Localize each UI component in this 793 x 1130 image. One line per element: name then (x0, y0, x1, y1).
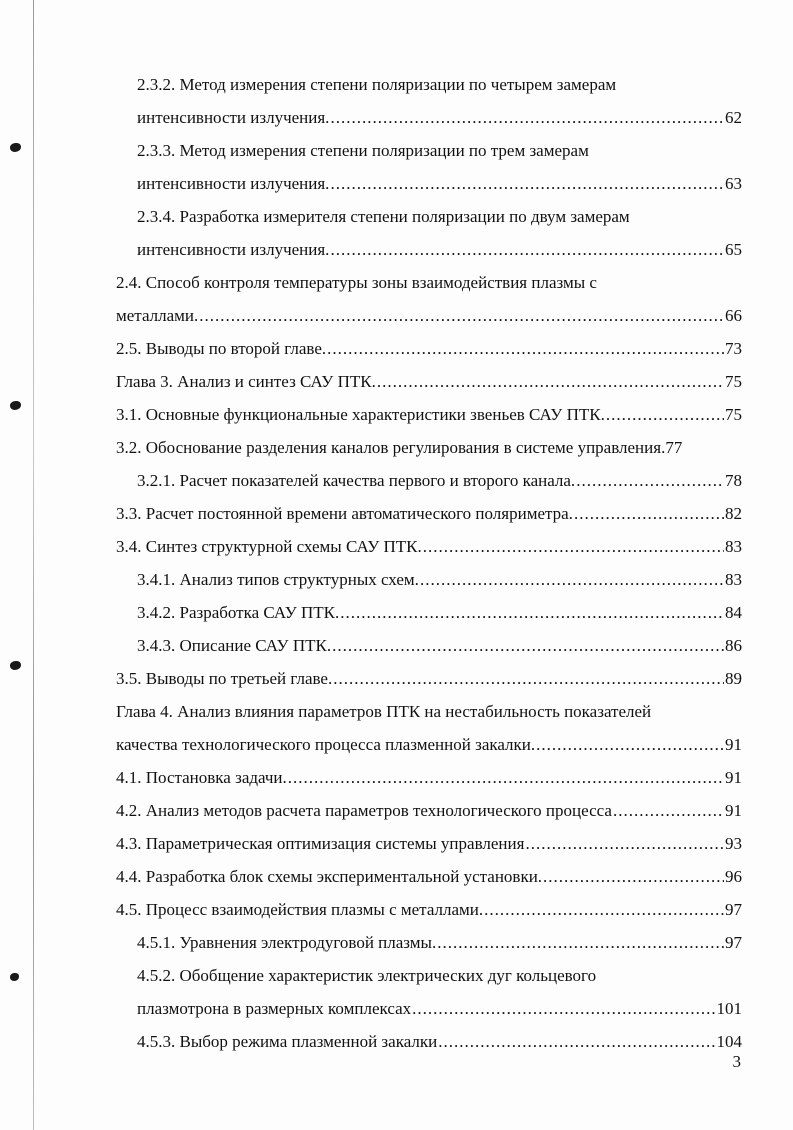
toc-entry-text: интенсивности излучения. (137, 240, 330, 259)
toc-page-number: 93 (725, 834, 742, 853)
toc-entry-text: 2.3.4. Разработка измерителя степени поляризации по двум замерам (137, 207, 630, 226)
toc-entry-text: металлами. (116, 306, 199, 325)
toc-entry[interactable] (116, 334, 742, 364)
page-number: 3 (732, 1052, 741, 1071)
leader-dots (288, 763, 724, 793)
toc-page-number: 63 (725, 174, 742, 193)
toc-row (0, 697, 793, 727)
toc-entry-text: Глава 4. Анализ влияния параметров ПТК на нестабильность показателей (116, 702, 652, 721)
leader-dots (377, 367, 724, 397)
toc-entry-text: 3.5. Выводы по третьей главе. (116, 669, 333, 688)
toc-row (0, 796, 793, 826)
leader-dots (330, 103, 724, 133)
leader-dots (606, 400, 724, 430)
toc-page-number: 101 (716, 999, 742, 1018)
toc-entry-text: 4.3. Параметрическая оптимизация системы управления (116, 834, 525, 853)
toc-page-number: 91 (725, 735, 742, 754)
toc-entry[interactable] (137, 1027, 742, 1057)
toc-page-number: 66 (725, 306, 742, 325)
toc-entry-text: интенсивности излучения. (137, 174, 330, 193)
toc-entry-text: 3.4.3. Описание САУ ПТК. (137, 636, 332, 655)
toc-entry-text: Глава 3. Анализ и синтез САУ ПТК. (116, 372, 376, 391)
toc-row (0, 862, 793, 892)
toc-entry[interactable] (116, 829, 742, 859)
leader-dots (438, 1027, 715, 1057)
toc-page-number: 62 (725, 108, 742, 127)
toc-row (0, 598, 793, 628)
toc-entry[interactable] (137, 631, 742, 661)
leader-dots (333, 664, 724, 694)
toc-row (0, 532, 793, 562)
toc-page-number: 65 (725, 240, 742, 259)
toc-entry[interactable] (137, 598, 742, 628)
leader-dots (423, 532, 724, 562)
leader-dots (613, 796, 724, 826)
toc-entry-text: 3.2. Обоснование разделения каналов регулирования в системе управления. (116, 438, 666, 457)
leader-dots (420, 565, 724, 595)
toc-entry[interactable] (116, 763, 742, 793)
toc-entry-text: 2.3.2. Метод измерения степени поляризации по четырем замерам (137, 75, 617, 94)
toc-page-number: 83 (725, 537, 742, 556)
toc-entry-text: качества технологического процесса плазменной закалки. (116, 735, 536, 754)
toc-page-number: 75 (725, 372, 742, 391)
leader-dots (437, 928, 724, 958)
toc-row (0, 169, 793, 199)
toc-entry-text: 4.4. Разработка блок схемы экспериментальной установки. (116, 867, 543, 886)
toc-entry-text: 3.4.1. Анализ типов структурных схем. (137, 570, 419, 589)
toc-entry[interactable] (137, 235, 742, 265)
toc-row (0, 829, 793, 859)
toc-row (0, 466, 793, 496)
toc-row (0, 367, 793, 397)
toc-row (0, 268, 793, 298)
toc-row (0, 994, 793, 1024)
toc-entry[interactable] (137, 994, 742, 1024)
toc-row (0, 763, 793, 793)
toc-entry[interactable] (137, 169, 742, 199)
toc-entry-text: 4.5.2. Обобщение характеристик электрических дуг кольцевого (137, 966, 597, 985)
leader-dots (327, 334, 724, 364)
leader-dots (574, 499, 724, 529)
toc-entry[interactable] (116, 730, 742, 760)
toc-row (0, 334, 793, 364)
toc-page-number: 96 (725, 867, 742, 886)
leader-dots (332, 631, 724, 661)
toc-entry[interactable] (116, 895, 742, 925)
toc-row (0, 631, 793, 661)
toc-row (0, 730, 793, 760)
toc-entry-text: 3.2.1. Расчет показателей качества первого и второго канала. (137, 471, 576, 490)
leader-dots (484, 895, 724, 925)
toc-entry[interactable] (116, 862, 742, 892)
toc-entry-text: 3.4. Синтез структурной схемы САУ ПТК. (116, 537, 422, 556)
toc-entry-text: 4.5.3. Выбор режима плазменной закалки (137, 1032, 438, 1051)
toc-entry-text: 3.3. Расчет постоянной времени автоматического поляриметра. (116, 504, 573, 523)
toc-row (0, 928, 793, 958)
toc-entry-text: 3.1. Основные функциональные характеристики звеньев САУ ПТК. (116, 405, 605, 424)
toc-row (0, 202, 793, 232)
toc-page-number: 86 (725, 636, 742, 655)
toc-row (0, 961, 793, 991)
toc-entry-text: интенсивности излучения. (137, 108, 330, 127)
toc-entry[interactable] (116, 400, 742, 430)
toc-row (0, 895, 793, 925)
toc-entry-text: 4.2. Анализ методов расчета параметров технологического процесса (116, 801, 612, 820)
toc-entry-text: 3.4.2. Разработка САУ ПТК. (137, 603, 340, 622)
toc-entry[interactable] (116, 301, 742, 331)
leader-dots (330, 169, 724, 199)
toc-entry-text: 4.1. Постановка задачи. (116, 768, 287, 787)
toc-page-number: 73 (725, 339, 742, 358)
toc-entry[interactable] (137, 565, 742, 595)
leader-dots (412, 994, 715, 1024)
toc-page-number: 82 (725, 504, 742, 523)
toc-entry[interactable] (116, 367, 742, 397)
toc-row (0, 664, 793, 694)
toc-page-number: 91 (725, 801, 742, 820)
toc-page-number: 84 (725, 603, 742, 622)
toc-entry-text: 4.5.1. Уравнения электродуговой плазмы. (137, 933, 437, 952)
toc-entry-text: 2.5. Выводы по второй главе. (116, 339, 327, 358)
toc-page-number: 104 (716, 1032, 742, 1051)
toc-entry[interactable] (116, 796, 742, 826)
toc-row (0, 301, 793, 331)
toc-entry[interactable] (137, 466, 742, 496)
leader-dots (340, 598, 724, 628)
leader-dots (199, 301, 724, 331)
toc-page-number: 97 (725, 900, 742, 919)
toc-entry-text: 2.4. Способ контроля температуры зоны взаимодействия плазмы с (116, 273, 597, 292)
leader-dots (543, 862, 724, 892)
toc-page-number: 75 (725, 405, 742, 424)
toc-row (0, 70, 793, 100)
toc-row (0, 565, 793, 595)
leader-dots (525, 829, 724, 859)
toc-entry[interactable] (116, 499, 742, 529)
toc-row (0, 103, 793, 133)
toc-row (0, 400, 793, 430)
leader-dots (330, 235, 724, 265)
toc-row (0, 235, 793, 265)
toc-page-number: 78 (725, 471, 742, 490)
toc-entry-text: 2.3.3. Метод измерения степени поляризации по трем замерам (137, 141, 589, 160)
toc-page-number: 91 (725, 768, 742, 787)
leader-dots (536, 730, 724, 760)
toc-entry[interactable] (137, 103, 742, 133)
toc-entry-text: плазмотрона в размерных комплексах (137, 999, 412, 1018)
toc-entry-text: 4.5. Процесс взаимодействия плазмы с металлами. (116, 900, 484, 919)
toc-row (0, 433, 793, 463)
toc-entry[interactable] (137, 928, 742, 958)
toc-entry[interactable] (116, 532, 742, 562)
leader-dots (576, 466, 724, 496)
toc-page-number: 89 (725, 669, 742, 688)
toc-row (0, 136, 793, 166)
toc-row (0, 499, 793, 529)
toc-row (0, 1027, 793, 1057)
toc-entry[interactable] (116, 664, 742, 694)
toc-page-number: 97 (725, 933, 742, 952)
toc-entry[interactable] (116, 433, 742, 463)
toc-page-number: 77 (665, 438, 683, 457)
toc-page-number: 83 (725, 570, 742, 589)
